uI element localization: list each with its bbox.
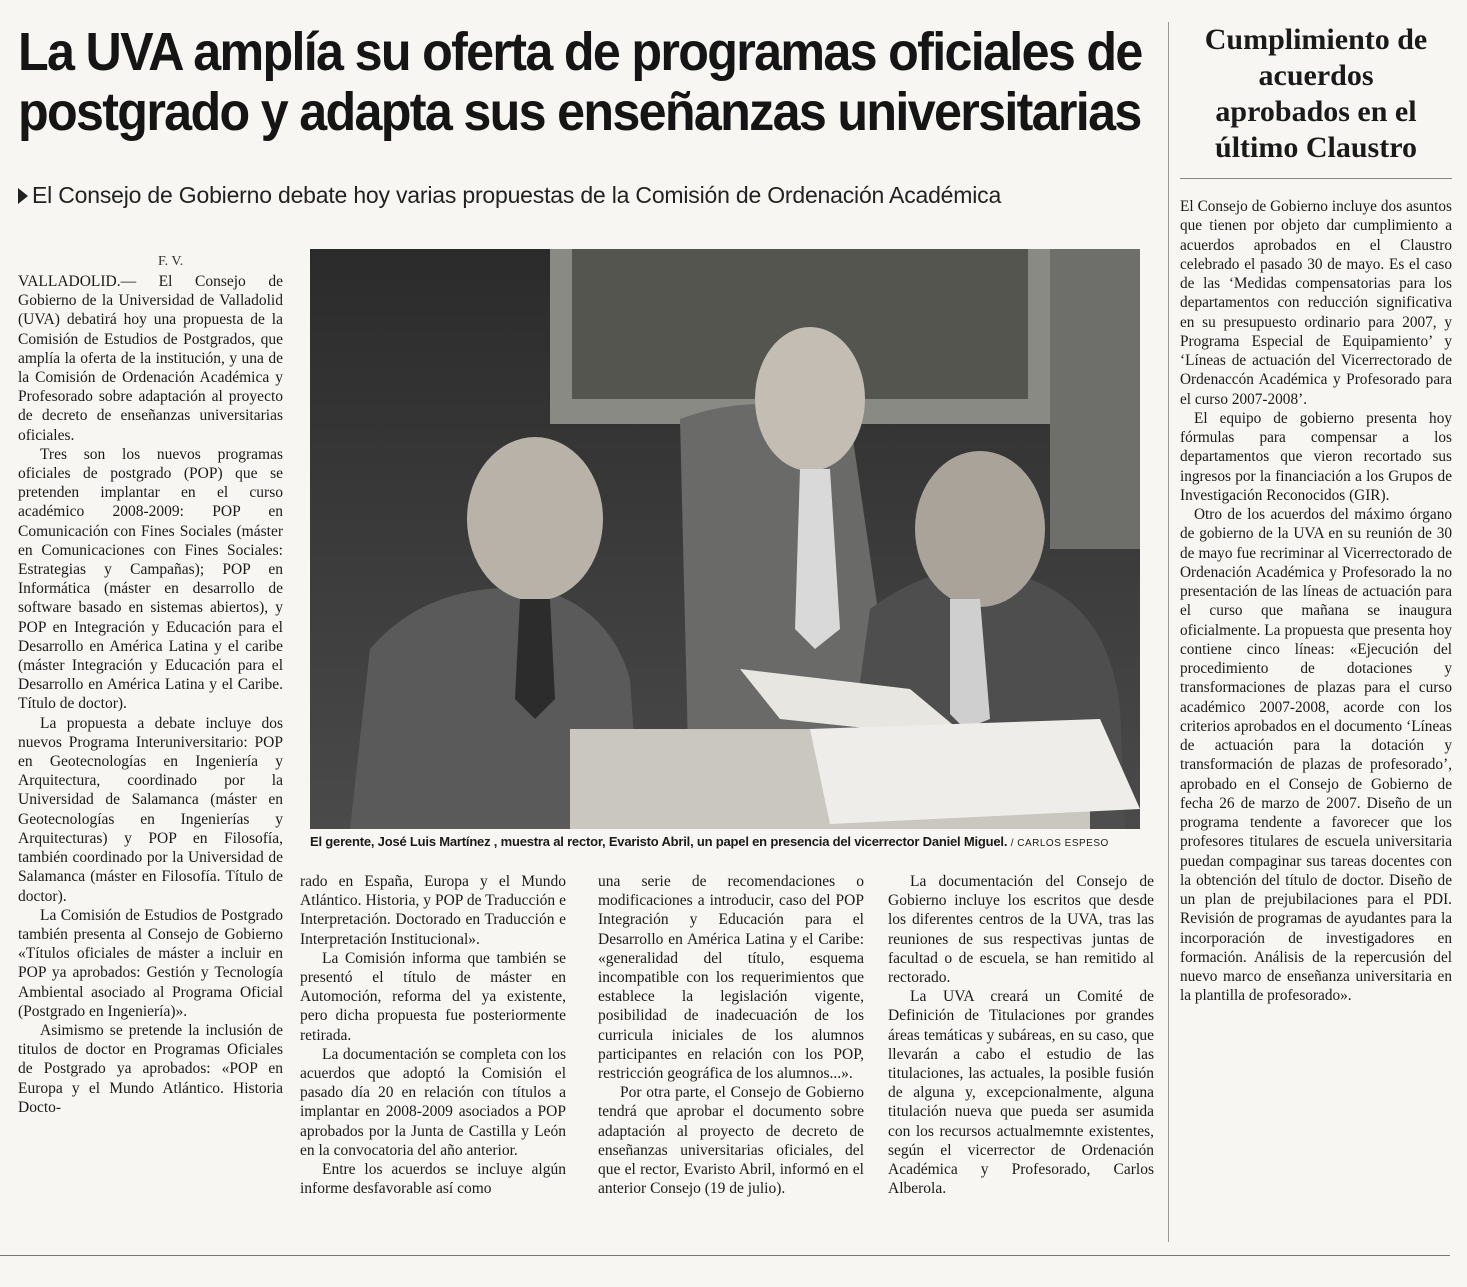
sidebar-article <box>1180 22 1452 1272</box>
bottom-rule <box>0 1255 1450 1256</box>
sidebar-title-line: Cumplimiento de <box>1204 23 1428 56</box>
paragraph: Otro de los acuerdos del máximo órgano de gobierno de la UVA en su reunión de 30 de mayo fue recriminar al Vicerrectorado de Ordenación Académica y Profesorado la no presentación de las líneas de actuación para el curso que mañana se inaugura oficialmente. La propuesta que presenta hoy contiene cinco líneas: «Ejecución del procedimiento de dotaciones y transformaciones de plazas para el curso académico 2007-2008, acorde con los criterios aprobados en el documento ‘Líneas de actuación para la dotación y transformación de plazas de profesorado’, aprobado en el Consejo de Gobierno de fecha 26 de marzo de 2007. Diseño de un programa tendente a favorecer que los profesores titulares de escuela universitaria puedan compaginar sus tareas docentes con la obtención del título de doctor. Diseño de un plan de prejubilaciones para el PDI. Revisión de programas de ayudantes para la incorporación de investigadores en formación. Análisis de la repercusión del nuevo marco de enseñanza universitaria en la plantilla de profesorado». <box>1180 506 1452 1005</box>
paragraph: El Consejo de Gobierno incluye dos asuntos que tienen por objeto dar cumplimiento a acuerdos aprobados en el Claustro celebrado el pasado 30 de mayo. Es el caso de las ‘Medidas compensatorias para los departamentos con reducción significativa en su presupuesto ordinario para 2007, y Programa Especial de Equipamiento’ y ‘Líneas de actuación del Vicerrectorado de Ordenaccón Académica y Profesorado para el curso 2007-2008’. <box>1180 198 1452 408</box>
paragraph: El equipo de gobierno presenta hoy fórmulas para compensar a los departamentos que vieron recortado sus ingresos por la financiación a los Grupos de Investigación Reconocidos (GIR). <box>1180 409 1452 504</box>
headline <box>18 22 1148 142</box>
byline: F. V. <box>158 254 184 269</box>
sidebar-title-line: acuerdos <box>1258 59 1374 92</box>
sidebar-title-line: aprobados en el <box>1215 95 1417 128</box>
main-article <box>18 22 1158 1272</box>
paragraph: Por otra parte, el Consejo de Gobierno tendrá que aprobar el documento sobre adaptación al proyecto de decreto de enseñanzas universitarias oficiales, del que el rector, Evaristo Abril, informó en el anterior Consejo (19 de julio). <box>598 1084 864 1198</box>
article-column-1 <box>18 272 283 1117</box>
headline-line-2: postgrado y adapta sus enseñanzas universitarias <box>18 82 1141 142</box>
article-column-4 <box>888 872 1154 1198</box>
sidebar-title <box>1180 22 1452 166</box>
paragraph: una serie de recomendaciones o modificaciones a introducir, caso del POP Integración y Educación para el Desarrollo en América Latina y el Caribe: «generalidad del título, esquema incompatible con los requerimientos que establece la legislación vigente, posibilidad de inadecuación de los curricula iniciales de los alumnos participantes en relación con los POP, restricción geográfica de los alumnos...». <box>598 873 864 1083</box>
photo-credit: / CARLOS ESPESO <box>1010 838 1109 849</box>
paragraph: La documentación se completa con los acuerdos que adoptó la Comisión el pasado día 20 en relación con títulos a implantar en 2008-2009 asociados a POP aprobados por la Junta de Castilla y León en la convocatoria del año anterior. <box>300 1045 566 1159</box>
column-divider <box>1168 22 1169 1242</box>
triangle-bullet-icon <box>18 188 28 204</box>
subheadline <box>18 182 1001 209</box>
paragraph: Asimismo se pretende la inclusión de titulos de doctor en Programas Oficiales de Postgrado ya aprobados: «POP en Europa y el Mundo Atlántico. Historia Docto- <box>18 1021 283 1116</box>
paragraph: La propuesta a debate incluye dos nuevos Programa Interuniversitario: POP en Geotecnologías en Ingeniería y Arquitectura, coordinado por la Universidad de Salamanca (máster en Geotecnologías en Ingenierías y Arquitecturas) y POP en Filosofía, también coordinado por la Universidad de Salamanca (máster en Filosofía. Título de doctor). <box>18 714 283 905</box>
sidebar-title-line: último Claustro <box>1215 131 1417 164</box>
paragraph: VALLADOLID.— El Consejo de Gobierno de la Universidad de Valladolid (UVA) debatirá hoy una propuesta de la Comisión de Estudios de Postgrados, que amplía la oferta de la institución, y una de la Comisión de Ordenación Académica y Profesorado sobre adaptación al proyecto de decreto de enseñanzas universitarias oficiales. <box>18 273 283 444</box>
caption-text: El gerente, José Luis Martínez , muestra al rector, Evaristo Abril, un papel en presencia del vicerrector Daniel Miguel. <box>310 834 1008 849</box>
article-column-2 <box>300 872 566 1198</box>
article-column-3 <box>598 872 864 1198</box>
sidebar-body <box>1180 197 1452 1006</box>
headline-line-1: La UVA amplía su oferta de programas oficiales de <box>18 22 1142 82</box>
subheadline-text: El Consejo de Gobierno debate hoy varias propuestas de la Comisión de Ordenación Académica <box>32 182 1002 208</box>
photo-illustration <box>310 249 1140 829</box>
sidebar-rule <box>1180 178 1452 179</box>
paragraph: Tres son los nuevos programas oficiales de postgrado (POP) que se pretenden implantar en el curso académico 2008-2009: POP en Comunicación con Fines Sociales (máster en Comunicaciones con Fines Sociales: Estrategias y Campañas); POP en Informática (máster en desarrollo de software basado en sistemas abiertos), y POP en Integración y Educación para el Desarrollo en América Latina y el caribe (máster Integración y Educación para el Desarrollo en América Latina y el Caribe. Título de doctor). <box>18 445 283 713</box>
paragraph: La UVA creará un Comité de Definición de Titulaciones por grandes áreas temáticas y subáreas, en su caso, que llevarán a cabo el estudio de las titulaciones, las actuales, la posible fusión de alguna y, excepcionalmente, alguna titulación nueva que pueda ser asumida con los recursos actualmemnte existentes, según el vicerrector de Ordenación Académica y Profesorado, Carlos Alberola. <box>888 988 1154 1198</box>
paragraph: La documentación del Consejo de Gobierno incluye los escritos que desde los diferentes centros de la UVA, tras las reuniones de sus respectivas juntas de facultad o de escuela, se han remitido al rectorado. <box>888 873 1154 987</box>
photo-caption <box>310 834 1160 849</box>
paragraph: La Comisión de Estudios de Postgrado también presenta al Consejo de Gobierno «Títulos oficiales de máster a incluir en POP ya aprobados: Gestión y Tecnología Ambiental asociado al Programa Oficial (Postgrado en Ingeniería)». <box>18 906 283 1020</box>
paragraph: rado en España, Europa y el Mundo Atlántico. Historia, y POP de Traducción e Interpretación. Doctorado en Traducción e Interpretación Institucional». <box>300 873 566 948</box>
paragraph: Entre los acuerdos se incluye algún informe desfavorable así como <box>300 1161 566 1198</box>
news-photo <box>310 249 1140 829</box>
paragraph: La Comisión informa que también se presentó el título de máster en Automoción, reforma del ya existente, pero dicha propuesta fue posteriormente retirada. <box>300 949 566 1044</box>
